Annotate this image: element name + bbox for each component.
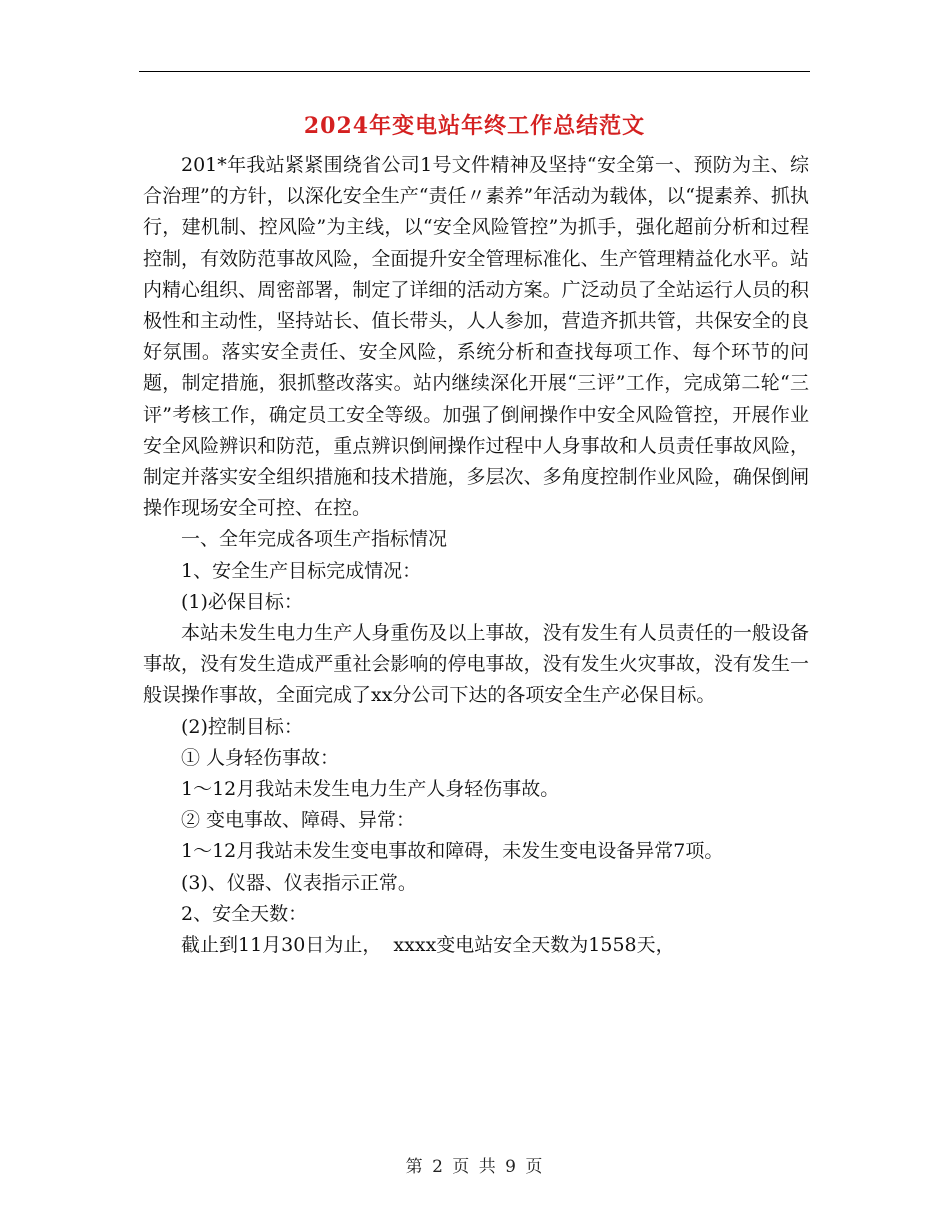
sub-heading: (3)、仪器、仪表指示正常。	[181, 871, 417, 894]
page-number: 第 2 页 共 9 页	[405, 1157, 545, 1177]
safety-days-text: 截止到11月30日为止， xxxx变电站安全天数为1558天，	[181, 934, 675, 957]
list-item: ① 人身轻伤事故：	[181, 746, 340, 769]
document-body	[143, 150, 809, 961]
list-item-text: 1～12月我站未发生变电事故和障碍，未发生变电设备异常7项。	[181, 840, 724, 863]
must-goal-paragraph: 本站未发生电力生产人身重伤及以上事故，没有发生有人员责任的一般设备事故，没有发生造成严重社会影响的停电事故，没有发生火灾事故，没有发生一般误操作事故，全面完成了xx分公司下达的各项安全生产必保目标。	[143, 622, 809, 707]
header-rule	[139, 71, 810, 72]
document-title: 2024年变电站年终工作总结范文	[303, 113, 646, 139]
intro-paragraph: 201*年我站紧紧围绕省公司1号文件精神及坚持“安全第一、预防为主、综合治理”的方针，以深化安全生产“责任〃素养”年活动为载体，以“提素养、抓执行，建机制、控风险”为主线，以“安全风险管控”为抓手，强化超前分析和过程控制，有效防范事故风险，全面提升安全管理标准化、生产管理精益化水平。站内精心组织、周密部署，制定了详细的活动方案。广泛动员了全站运行人员的积极性和主动性，坚持站长、值长带头，人人参加，营造齐抓共管，共保安全的良好氛围。落实安全责任、安全风险，系统分析和查找每项工作、每个环节的问题，制定措施，狠抓整改落实。站内继续深化开展“三评”工作，完成第二轮“三评”考核工作，确定员工安全等级。加强了倒闸操作中安全风险管控，开展作业安全风险辨识和防范，重点辨识倒闸操作过程中人身事故和人员责任事故风险，制定并落实安全组织措施和技术措施，多层次、多角度控制作业风险，确保倒闸操作现场安全可控、在控。	[143, 154, 809, 520]
item-heading: 1、安全生产目标完成情况：	[181, 559, 422, 582]
list-item: ② 变电事故、障碍、异常：	[181, 809, 416, 832]
section-heading: 一、全年完成各项生产指标情况	[181, 528, 448, 551]
list-item-text: 1～12月我站未发生电力生产人身轻伤事故。	[181, 778, 560, 801]
sub-heading: (1)必保目标：	[181, 590, 303, 613]
item-heading: 2、安全天数：	[181, 902, 308, 925]
sub-heading: (2)控制目标：	[181, 715, 303, 738]
